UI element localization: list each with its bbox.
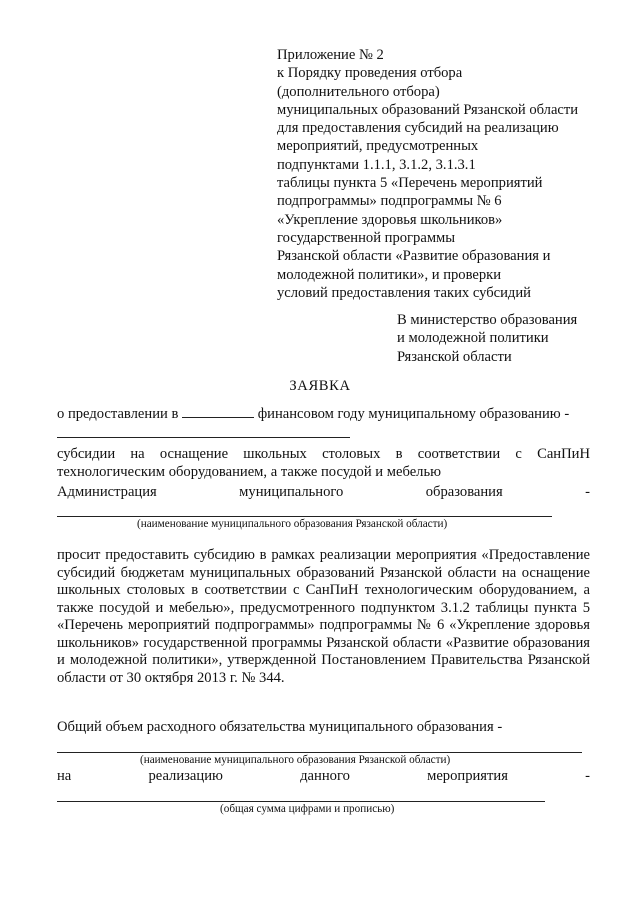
purpose-word: мероприятия	[427, 768, 508, 784]
annex-line: государственной программы	[277, 229, 456, 246]
purpose-word: реализацию	[148, 768, 223, 784]
caption-municipality-name: (наименование муниципального образования Рязанской области)	[137, 518, 448, 530]
total-line: Общий объем расходного обязательства муниципального образования -	[57, 719, 503, 735]
annex-line: к Порядку проведения отбора	[277, 65, 463, 82]
admin-word: муниципального	[239, 484, 344, 500]
year-line-end: финансовом году муниципальному образованию -	[257, 406, 570, 422]
municipality-blank-line[interactable]	[57, 437, 350, 438]
annex-line: подпунктами 1.1.1, 3.1.2, 3.1.3.1	[277, 156, 476, 173]
recipient-line: Рязанской области	[397, 348, 512, 365]
total-municipality-blank-line[interactable]	[57, 752, 582, 753]
annex-line: для предоставления субсидий на реализацию	[277, 120, 559, 137]
annex-line: подпрограммы» подпрограммы № 6	[277, 193, 502, 210]
annex-line: «Укрепление здоровья школьников»	[277, 211, 503, 228]
caption-total-amount: (общая сумма цифрами и прописью)	[220, 803, 395, 815]
admin-word: -	[585, 484, 590, 500]
request-paragraph: просит предоставить субсидию в рамках реализации мероприятия «Предоставление субсидий бюджетам муниципальных образований Рязанской области на оснащение школьных столовых в соответствии с СанПиН технологическим оборудованием, а также посудой и мебелью», предусмотренного подпунктом 3.1.2 таблицы пункта 5 «Перечень мероприятий подпрограммы» подпрограммы № 6 «Укрепление здоровья школьников» государственной программы Рязанской области «Развитие образования и молодежной политики», утвержденной Постановлением Правительства Рязанской области от 30 октября 2013 г. № 344.	[57, 547, 590, 686]
admin-word: Администрация	[57, 484, 157, 500]
purpose-line	[57, 768, 590, 785]
caption-municipality-name-2: (наименование муниципального образования Рязанской области)	[140, 754, 451, 766]
recipient-line: и молодежной политики	[397, 330, 549, 347]
annex-line: муниципальных образований Рязанской области	[277, 101, 579, 118]
document-title: ЗАЯВКА	[289, 378, 351, 394]
annex-line: Рязанской области «Развитие образования и	[277, 248, 551, 265]
admin-line	[57, 484, 590, 501]
annex-block	[277, 46, 607, 302]
recipient-block	[397, 311, 627, 366]
annex-line: мероприятий, предусмотренных	[277, 138, 479, 155]
year-line-start: о предоставлении в	[57, 406, 179, 422]
total-amount-blank-line[interactable]	[57, 801, 545, 802]
purpose-word: данного	[300, 768, 350, 784]
annex-line: Приложение № 2	[277, 47, 384, 63]
annex-line: молодежной политики», и проверки	[277, 266, 502, 283]
annex-line: условий предоставления таких субсидий	[277, 284, 531, 301]
purpose-word: -	[585, 768, 590, 784]
year-line	[57, 404, 569, 423]
admin-name-blank-line[interactable]	[57, 516, 552, 517]
subsidy-paragraph: субсидии на оснащение школьных столовых в соответствии с СанПиН технологическим оборудованием, а также посудой и мебелью	[57, 446, 590, 480]
recipient-line: В министерство образования	[397, 312, 578, 328]
purpose-word: на	[57, 768, 72, 784]
annex-line: таблицы пункта 5 «Перечень мероприятий	[277, 175, 543, 192]
annex-line: (дополнительного отбора)	[277, 83, 440, 100]
admin-word: образования	[425, 484, 503, 500]
year-blank-field[interactable]	[182, 404, 254, 418]
